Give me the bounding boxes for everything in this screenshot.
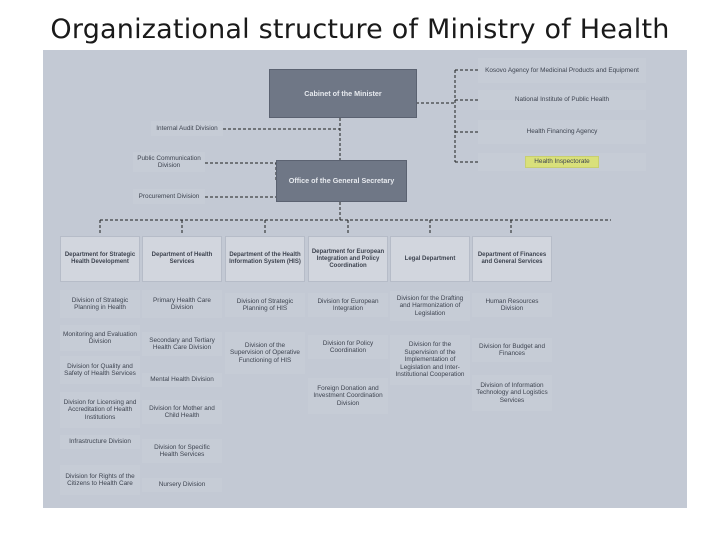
division-box — [390, 291, 470, 321]
division-label: Human Resources Division — [485, 297, 539, 312]
agency-health-inspectorate-box — [478, 153, 646, 171]
procurement-label: Procurement Division — [138, 192, 200, 200]
division-box — [142, 439, 222, 463]
division-box — [225, 332, 305, 374]
department-label: Department of Finances and General Services — [477, 252, 547, 265]
division-label: Monitoring and Evaluation Division — [63, 330, 137, 345]
division-box — [142, 478, 222, 492]
division-label: Division for the Supervision of the Implementation of Legislation and Inter-Institutional Cooperation — [395, 341, 465, 379]
division-label: Foreign Donation and Investment Coordination Division — [313, 384, 383, 407]
division-label: Division of the Supervision of Operative Functioning of HIS — [230, 341, 300, 364]
division-label: Mental Health Division — [150, 376, 214, 384]
cabinet-box — [269, 69, 417, 118]
agency-label-highlighted: Health Inspectorate — [525, 156, 598, 167]
department-label: Legal Department — [404, 255, 456, 262]
division-label: Division of Strategic Planning of HIS — [236, 297, 294, 312]
division-label: Division for Mother and Child Health — [149, 404, 215, 419]
division-label: Nursery Division — [158, 481, 206, 489]
division-label: Division for European Integration — [317, 297, 379, 312]
slide-title: Organizational structure of Ministry of Health — [50, 14, 670, 45]
division-label: Division for Quality and Safety of Health Services — [64, 362, 136, 377]
public-communication-label: Public Communication Division — [137, 154, 201, 169]
department-legal-box — [390, 236, 470, 282]
agency-public-health-box — [478, 90, 646, 110]
division-box — [308, 293, 388, 317]
division-box — [142, 290, 222, 318]
division-box — [390, 335, 470, 385]
agency-medicinal-products-box — [478, 58, 646, 83]
division-box — [308, 335, 388, 359]
division-label: Division of Information Technology and Logistics Services — [476, 381, 548, 404]
org-chart-diagram — [43, 50, 687, 508]
division-label: Secondary and Tertiary Health Care Division — [149, 336, 215, 351]
department-label: Department for European Integration and Policy Coordination — [311, 248, 385, 269]
department-strategic-health-box — [60, 236, 140, 282]
department-label: Department of Health Services — [151, 252, 213, 265]
division-box — [60, 392, 140, 428]
division-box — [308, 378, 388, 414]
department-label: Department for Strategic Health Development — [64, 252, 136, 265]
division-label: Primary Health Care Division — [153, 296, 211, 311]
division-label: Division for the Drafting and Harmonization of Legislation — [396, 294, 464, 317]
general-secretary-label: Office of the General Secretary — [288, 176, 395, 186]
division-box — [472, 293, 552, 317]
division-box — [142, 400, 222, 424]
division-box — [60, 290, 140, 318]
division-box — [60, 356, 140, 384]
division-box — [142, 373, 222, 387]
division-box — [472, 338, 552, 362]
division-box — [225, 293, 305, 317]
department-european-integration-box — [308, 236, 388, 282]
division-label: Division for Policy Coordination — [322, 339, 374, 354]
department-his-box — [225, 236, 305, 282]
agency-health-financing-box — [478, 120, 646, 144]
agency-label: Health Financing Agency — [526, 128, 598, 136]
cabinet-label: Cabinet of the Minister — [304, 88, 382, 98]
agency-label: Kosovo Agency for Medicinal Products and Equipment — [485, 66, 639, 74]
agency-label: National Institute of Public Health — [514, 96, 610, 104]
division-box — [60, 435, 140, 449]
division-box — [60, 465, 140, 495]
public-communication-box — [133, 152, 205, 172]
department-finances-box — [472, 236, 552, 282]
division-label: Division for Budget and Finances — [478, 342, 546, 357]
division-box — [60, 325, 140, 351]
internal-audit-label: Internal Audit Division — [156, 124, 218, 132]
division-label: Division for Licensing and Accreditation of Health Institutions — [63, 398, 137, 421]
department-label: Department of the Health Information System (HIS) — [229, 252, 301, 265]
division-label: Infrastructure Division — [69, 438, 131, 446]
procurement-box — [133, 189, 205, 204]
division-box — [142, 332, 222, 356]
division-label: Division of Strategic Planning in Health — [71, 296, 129, 311]
internal-audit-box — [151, 121, 223, 136]
division-box — [472, 375, 552, 411]
general-secretary-box — [276, 160, 407, 202]
department-health-services-box — [142, 236, 222, 282]
division-label: Division for Specific Health Services — [154, 443, 210, 458]
division-label: Division for Rights of the Citizens to Health Care — [65, 472, 135, 487]
